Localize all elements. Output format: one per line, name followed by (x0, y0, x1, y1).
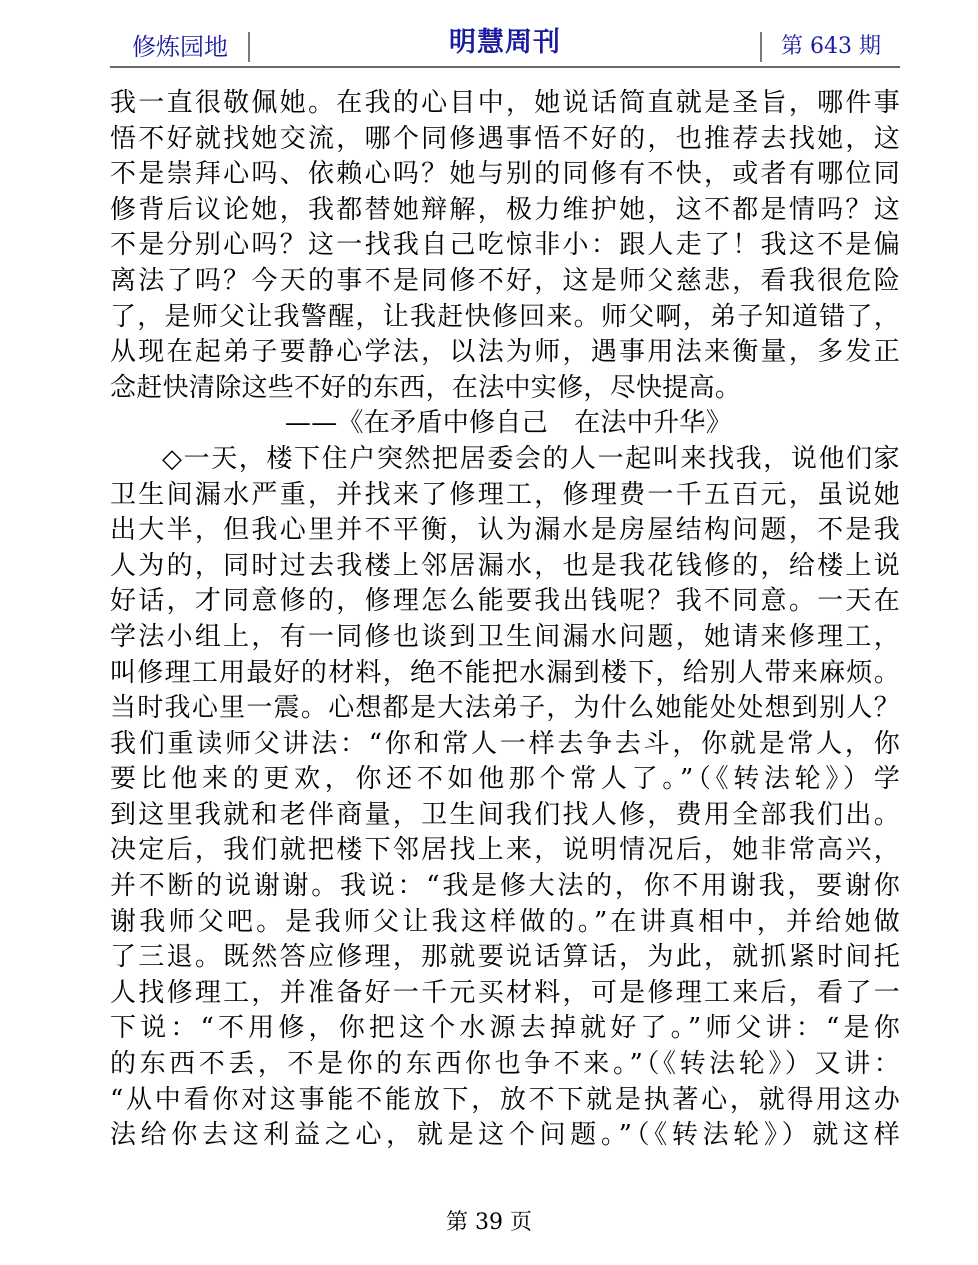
text-line: 不是崇拜心吗、依赖心吗？她与别的同修有不快，或者有哪位同 (110, 159, 900, 190)
text-line: 不是分别心吗？这一找我自己吃惊非小：跟人走了！我这不是偏 (110, 230, 900, 261)
header-rule (110, 66, 900, 68)
text-line: 决定后，我们就把楼下邻居找上来，说明情况后，她非常高兴， (110, 835, 900, 866)
article-source: ——《在矛盾中修自己 在法中升华》 (284, 408, 732, 439)
text-line: 当时我心里一震。心想都是大法弟子，为什么她能处处想到别人？ (110, 693, 900, 724)
text-line: 修背后议论她，我都替她辩解，极力维护她，这不都是情吗？这 (110, 194, 900, 225)
text-line: 了，是师父让我警醒，让我赶快修回来。师父啊，弟子知道错了， (110, 301, 900, 332)
text-line: ◇一天，楼下住户突然把居委会的人一起叫来找我，说他们家 (162, 443, 900, 474)
text-line: 谢我师父吧。是我师父让我这样做的。”在讲真相中，并给她做 (110, 906, 900, 937)
text-line: 离法了吗？今天的事不是同修不好，这是师父慈悲，看我很危险 (110, 265, 900, 296)
text-line: 了三退。既然答应修理，那就要说话算话，为此，就抓紧时间托 (110, 942, 900, 973)
text-line: 念赶快清除这些不好的东西，在法中实修，尽快提高。 (110, 372, 742, 403)
text-line: 学法小组上，有一同修也谈到卫生间漏水问题，她请来修理工， (110, 621, 900, 652)
publication-title: 明慧周刊 (449, 27, 561, 58)
text-line: 的东西不丢，不是你的东西你也争不来。”（《转法轮》）又讲： (110, 1049, 900, 1080)
section-title: 修炼园地 (132, 33, 228, 61)
text-line: 下说：“不用修，你把这个水源去掉就好了。”师父讲：“是你 (110, 1013, 900, 1044)
page-number: 第 39 页 (446, 1210, 532, 1235)
text-line: 出大半，但我心里并不平衡，认为漏水是房屋结构问题，不是我 (110, 515, 900, 546)
text-line: 悟不好就找她交流，哪个同修遇事悟不好的，也推荐去找她，这 (110, 123, 900, 154)
page-header (110, 24, 900, 68)
text-line: 要比他来的更欢，你还不如他那个常人了。”（《转法轮》）学 (110, 764, 900, 795)
text-line: 叫修理工用最好的材料，绝不能把水漏到楼下，给别人带来麻烦。 (110, 657, 900, 688)
text-line: 我们重读师父讲法：“你和常人一样去争去斗，你就是常人，你 (110, 728, 900, 759)
text-line: 我一直很敬佩她。在我的心目中，她说话简直就是圣旨，哪件事 (110, 88, 900, 118)
text-line: 好话，才同意修的，修理怎么能要我出钱呢？我不同意。一天在 (110, 586, 900, 617)
text-line: 人找修理工，并准备好一千元买材料，可是修理工来后，看了一 (110, 977, 900, 1008)
text-line: 并不断的说谢谢。我说：“我是修大法的，你不用谢我，要谢你 (110, 871, 900, 902)
issue-number: 第 643 期 (781, 34, 881, 59)
text-line: 到这里我就和老伴商量，卫生间我们找人修，费用全部我们出。 (110, 799, 900, 830)
text-line: “从中看你对这事能不能放下，放不下就是执著心，就得用这办 (110, 1084, 900, 1115)
text-line: 卫生间漏水严重，并找来了修理工，修理费一千五百元，虽说她 (110, 479, 900, 510)
text-line: 人为的，同时过去我楼上邻居漏水，也是我花钱修的，给楼上说 (110, 550, 900, 581)
text-line: 从现在起弟子要静心学法，以法为师，遇事用法来衡量，多发正 (110, 337, 900, 368)
article-body (110, 86, 900, 1154)
text-line: 法给你去这利益之心，就是这个问题。”（《转法轮》）就这样 (110, 1120, 900, 1151)
